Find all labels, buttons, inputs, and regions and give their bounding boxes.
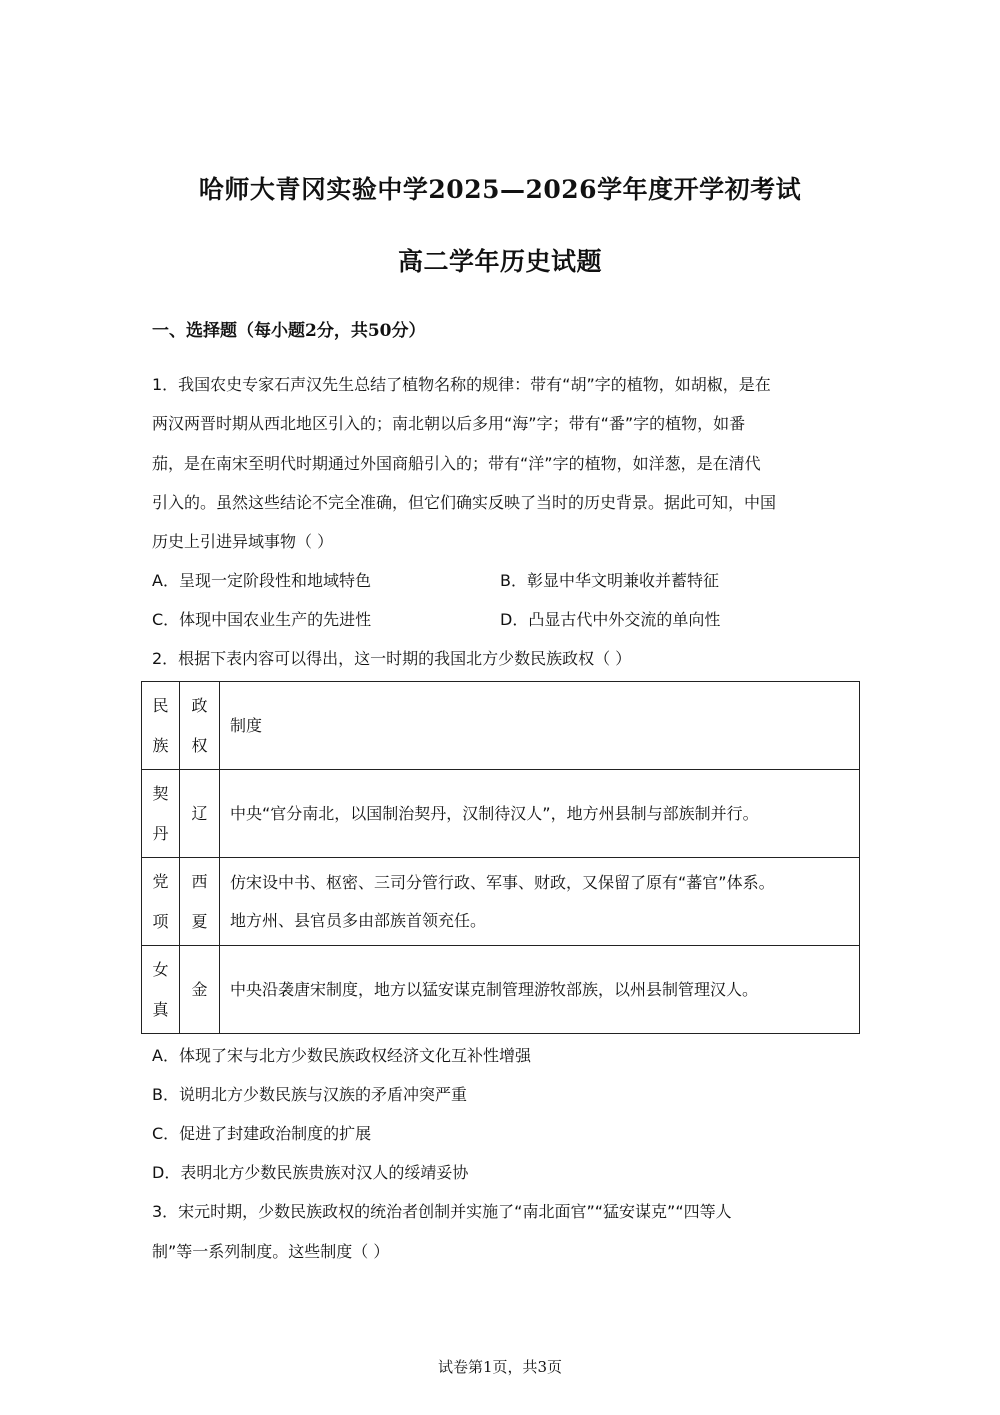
cell-ethnic: 契 丹 bbox=[142, 770, 180, 858]
q1-option-b: B．彰显中华文明兼收并蓄特征 bbox=[500, 571, 719, 590]
cell-ethnic: 党 项 bbox=[142, 858, 180, 946]
q1-line: 1．我国农史专家石声汉先生总结了植物名称的规律：带有“胡”字的植物，如胡椒，是在 bbox=[152, 375, 771, 394]
q2-option-b: B．说明北方少数民族与汉族的矛盾冲突严重 bbox=[152, 1085, 467, 1104]
q3-line: 制”等一系列制度。这些制度（ ） bbox=[152, 1242, 390, 1261]
exam-title: 哈师大青冈实验中学2025—2026学年度开学初考试 bbox=[198, 175, 802, 204]
table-row bbox=[142, 946, 860, 1034]
header-regime: 政 权 bbox=[180, 682, 220, 770]
q1-option-d: D．凸显古代中外交流的单向性 bbox=[500, 610, 721, 629]
q1-line: 两汉两晋时期从西北地区引入的；南北朝以后多用“海”字；带有“番”字的植物，如番 bbox=[152, 414, 746, 433]
q3-line: 3．宋元时期，少数民族政权的统治者创制并实施了“南北面官”“猛安谋克”“四等人 bbox=[152, 1202, 732, 1221]
section-heading: 一、选择题（每小题2分，共50分） bbox=[152, 321, 426, 341]
cell-regime: 金 bbox=[180, 946, 220, 1034]
q1-line: 引入的。虽然这些结论不完全准确，但它们确实反映了当时的历史背景。据此可知，中国 bbox=[152, 493, 777, 512]
q1-line: 历史上引进异域事物（ ） bbox=[152, 532, 334, 551]
table-header-row bbox=[142, 682, 860, 770]
cell-system: 中央沿袭唐宋制度，地方以猛安谋克制管理游牧部族，以州县制管理汉人。 bbox=[220, 946, 860, 1034]
cell-regime: 辽 bbox=[180, 770, 220, 858]
q2-option-a: A．体现了宋与北方少数民族政权经济文化互补性增强 bbox=[152, 1046, 531, 1065]
cell-regime: 西 夏 bbox=[180, 858, 220, 946]
cell-ethnic: 女 真 bbox=[142, 946, 180, 1034]
q2-stem: 2．根据下表内容可以得出，这一时期的我国北方少数民族政权（ ） bbox=[152, 649, 632, 668]
q1-option-a: A．呈现一定阶段性和地域特色 bbox=[152, 571, 371, 590]
table-row bbox=[142, 770, 860, 858]
cell-system: 仿宋设中书、枢密、三司分管行政、军事、财政，又保留了原有“蕃官”体系。 地方州、县官员多由部族首领充任。 bbox=[220, 858, 860, 946]
regime-table bbox=[141, 681, 860, 1034]
table-row bbox=[142, 858, 860, 946]
page-footer: 试卷第1页，共3页 bbox=[437, 1358, 563, 1376]
exam-subtitle: 高二学年历史试题 bbox=[397, 247, 602, 276]
q2-option-c: C．促进了封建政治制度的扩展 bbox=[152, 1124, 372, 1143]
q2-option-d: D．表明北方少数民族贵族对汉人的绥靖妥协 bbox=[152, 1163, 469, 1182]
header-ethnic: 民 族 bbox=[142, 682, 180, 770]
q1-option-c: C．体现中国农业生产的先进性 bbox=[152, 610, 372, 629]
q1-line: 茄，是在南宋至明代时期通过外国商船引入的；带有“洋”字的植物，如洋葱，是在清代 bbox=[152, 454, 761, 473]
cell-system: 中央“官分南北，以国制治契丹，汉制待汉人”，地方州县制与部族制并行。 bbox=[220, 770, 860, 858]
header-system: 制度 bbox=[220, 682, 860, 770]
